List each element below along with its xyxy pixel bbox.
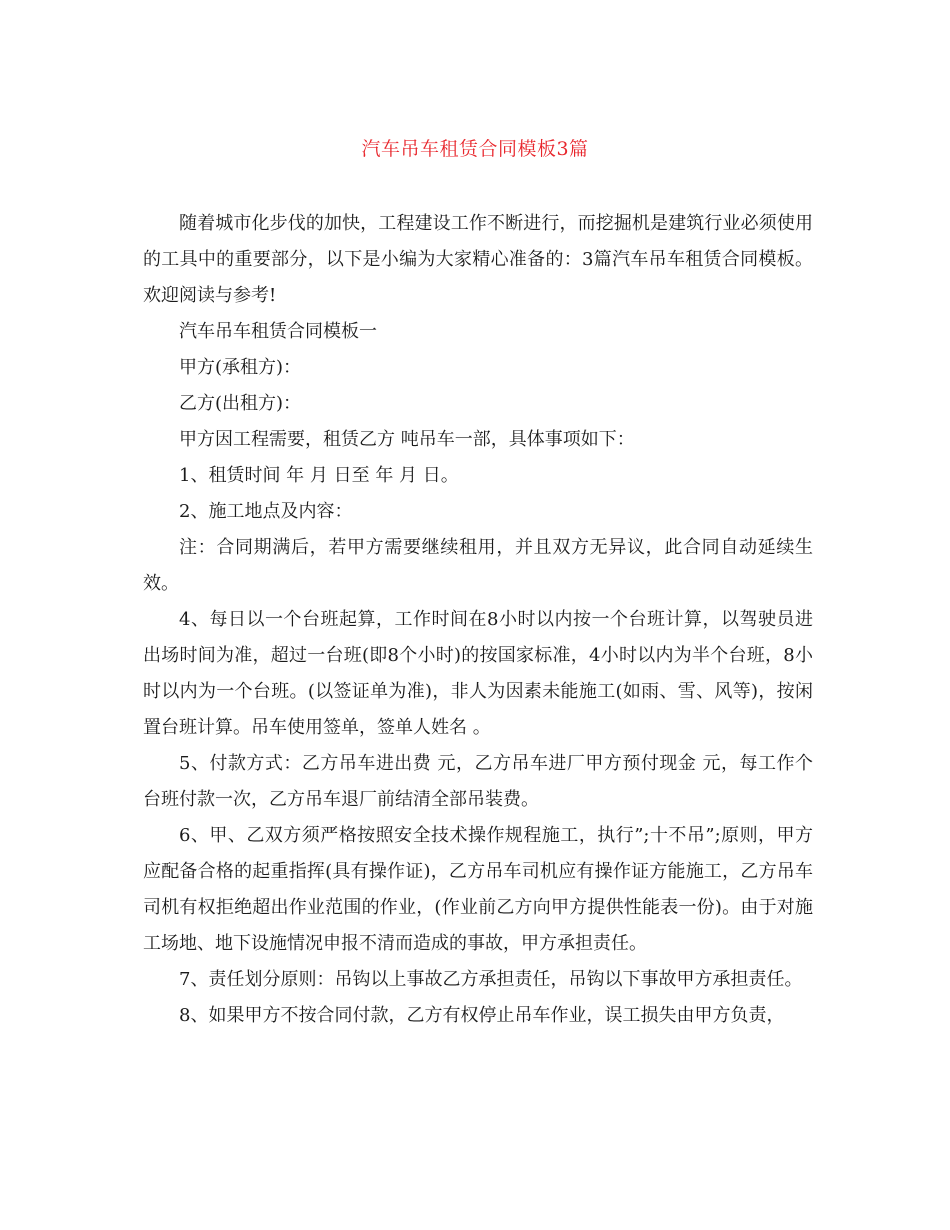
party-b-line: 乙方(出租方)： [179,393,302,414]
party-a-line: 甲方(承租方)： [179,357,302,378]
intro-paragraph: 随着城市化步伐的加快，工程建设工作不断进行，而挖掘机是建筑行业必须使用的工具中的重要部分，以下是小编为大家精心准备的：3篇汽车吊车租赁合同模板。欢迎阅读与参考! [143,213,813,306]
lease-purpose-paragraph: 甲方因工程需要，租赁乙方 吨吊车一部，具体事项如下： [179,429,635,450]
clause-1: 1、租赁时间 年 月 日至 年 月 日。 [179,465,459,486]
document-body [143,206,813,1034]
clause-6: 6、甲、乙双方须严格按照安全技术操作规程施工，执行”;十不吊”;原则，甲方应配备合格的起重指挥(具有操作证)，乙方吊车司机应有操作证方能施工，乙方吊车司机有权拒绝超出作业范围的作业，(作业前乙方向甲方提供性能表一份)。由于对施工场地、地下设施情况申报不清而造成的事故，甲方承担责任。 [143,825,813,954]
document-title: 汽车吊车租赁合同模板3篇 [361,138,589,160]
clause-7: 7、责任划分原则：吊钩以上事故乙方承担责任，吊钩以下事故甲方承担责任。 [179,969,803,990]
clause-8: 8、如果甲方不按合同付款，乙方有权停止吊车作业，误工损失由甲方负责， [179,1005,785,1026]
section-heading: 汽车吊车租赁合同模板一 [179,321,377,342]
clause-4: 4、每日以一个台班起算，工作时间在8小时以内按一个台班计算，以驾驶员进出场时间为准，超过一台班(即8个小时)的按国家标准，4小时以内为半个台班，8小时以内为一个台班。(以签证单为准)，非人为因素未能施工(如雨、雪、风等)，按闲置台班计算。吊车使用签单，签单人姓名 。 [143,609,813,738]
note-paragraph: 注：合同期满后，若甲方需要继续租用，并且双方无异议，此合同自动延续生效。 [143,537,813,594]
clause-5: 5、付款方式：乙方吊车进出费 元，乙方吊车进厂甲方预付现金 元，每工作个台班付款一次，乙方吊车退厂前结清全部吊装费。 [143,753,813,810]
clause-2: 2、施工地点及内容： [179,501,353,522]
